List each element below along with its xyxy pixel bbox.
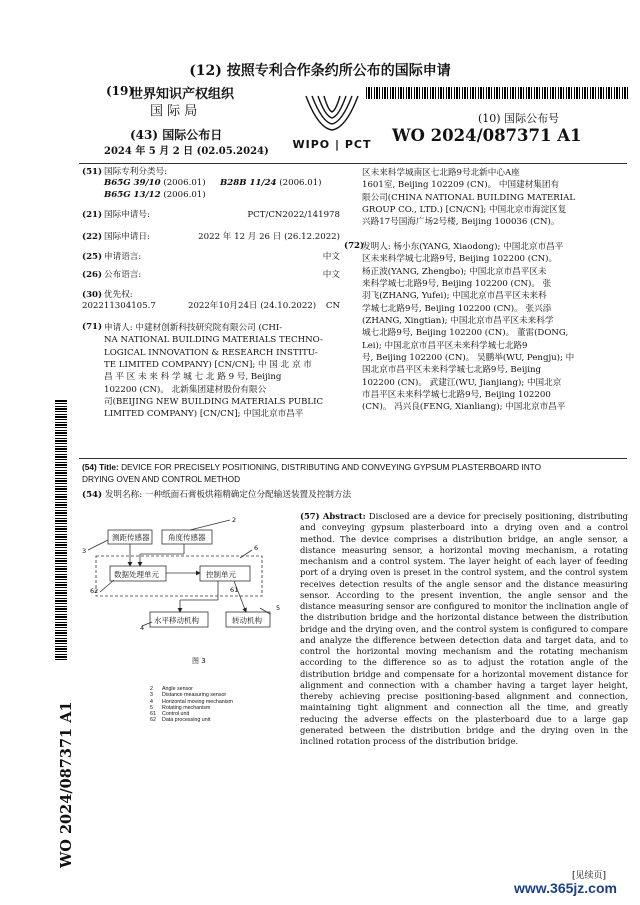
continued-note: [见续页] [572,871,607,881]
label-control-unit: 控制单元 [206,570,236,579]
legend-number: 5 [150,704,153,711]
pub-date-label: (43) 国际公布日 [130,128,223,142]
inventor-line: 杨正波(YANG, Zhengbo); 中国北京市昌平区未 [362,266,547,277]
label-rotating-mech: 转动机构 [232,616,262,625]
inventor-line: 市昌平区未来科学城七北路9号, Beijing 102200 [362,390,551,401]
legend-text: Angle sensor [162,686,193,692]
label-distance-sensor: 测距传感器 [112,533,150,542]
applicant-line: LOGICAL INNOVATION & RESEARCH INSTITU- [104,347,318,358]
legend-text: Data processing unit [162,717,211,724]
figure-caption: 图 3 [192,657,206,665]
figure-legend [150,686,233,724]
org-code: (19) [106,84,135,98]
inventor-line: (CN)。 冯兴良(FENG, Xianliang); 中国北京市昌平 [362,402,566,413]
barcode-side [55,400,67,660]
callout-61: 61 [230,586,239,594]
applicant-continuation-line: 限公司(CHINA NATIONAL BUILDING MATERIAL [362,192,576,203]
inventor-line: 国北京市昌平区未来科学城七北路9号, Beijing [362,365,542,376]
applicant-line: 昌 平 区 未 来 科 学 城 七 北 路 9 号, Beijing [104,372,282,383]
applicant-line: LIMITED COMPANY) [CN/CN]; 中国北京市昌平 [104,409,304,420]
inventor-line: 号, Beijing 102200 (CN)。 吴鹏举(WU, Pengju); 中 [362,353,575,364]
title-divider [79,458,627,459]
inventor-line: 城七北路9号, Beijing 102200 (CN)。 董雷(DONG, [362,328,569,339]
invention-title-en: (54) Title: DEVICE FOR PRECISELY POSITIONING, DISTRIBUTING AND CONVEYING GYPSUM PLASTERBOARD INTO DRYING OVEN AND CONTROL METHOD [82,462,542,484]
legend-number: 3 [150,692,153,699]
callout-62: 62 [90,587,99,595]
document-title: (12) 按照专利合作条约所公布的国际申请 [189,63,451,79]
side-pub-number: WO 2024/087371 A1 [58,701,75,868]
label-horizontal-mech: 水平移动机构 [154,616,199,625]
legend-item [150,717,233,723]
applicant-line: 申请人: 中建材创新科技研究院有限公司 (CHI- [104,323,283,333]
pub-number: WO 2024/087371 A1 [392,126,582,145]
inventor-line: 来科学城七北路9号, Beijing 102200 (CN)。 张 [362,279,552,290]
abstract: (57) Abstract: Disclosed are a device for precisely positioning, distributing and conveying gypsum plasterboard into a drying oven and a control method. The device comprises a distribution bridge, an angle sensor, a distance measuring sensor, a horizontal moving mechanism, a rotating mechanism and a control system. The layer height of each layer of feeding port of a drying oven is preset in the control system, and the control system receives detection results of the angle sensor and the distance measuring sensor. According to the present invention, the angle sensor and the distance measuring sensor are configured to monitor the inclination angle of the distribution bridge and the horizontal distance between the distribution bridge and the drying oven, and the control system is configured to compare and analyze the difference between detection data and target data, and to control the horizontal moving mechanism and the rotating mechanism according to the difference so as to adjust the rotation angle of the distribution bridge and compensate for a horizontal movement distance for alignment and connection with a chamber having a target layer height, thereby achieving precise positioning-based alignment and connection, maintaining tight alignment and connection all the time, and greatly reducing the adverse effects on the plasterboard due to a large gap generated between the distribution bridge and the drying oven in the inclined rotation process of the distribution bridge. [300,511,628,746]
legend-number: 4 [150,698,153,705]
inventor-line: Lei); 中国北京市昌平区未来科学城七北路9 [362,340,528,351]
pub-no-label: (10) 国际公布号 [478,112,560,125]
inventor-line: 102200 (CN)。 武建江(WU, Jianjiang); 中国北京 [362,377,562,388]
org-bureau: 国 际 局 [150,104,198,119]
invention-title-zh: (54) 发明名称: 一种纸面石膏板烘箱精确定位分配输送装置及控制方法 [82,490,352,500]
barcode-top [366,87,628,99]
applicant-continuation-line: 兴路17号国海广场2号楼, Beijing 100036 (CN)。 [362,217,560,228]
legend-number: 2 [150,686,153,692]
inventor-line: 学城七北路9号, Beijing 102200 (CN)。 张兴添 [362,303,552,314]
legend-text: Control unit [162,711,190,718]
applicant-continuation [362,167,626,228]
callout-3: 3 [82,547,87,555]
field-ipc: (51) 国际专利分类号: B65G 39/10 (2006.01) B28B 11/24 (2006.01) B65G 13/12 (2006.01) [82,167,322,200]
applicant-line: 102200 (CN)。 北新集团建材股份有限公 [104,384,267,395]
applicant-line: TE LIMITED COMPANY) [CN/CN]; 中 国 北 京 市 [104,360,312,371]
legend-text: Distance measuring sensor [162,692,227,699]
callout-6: 6 [254,544,259,552]
legend-number: 61 [150,711,156,718]
watermark: www.365jz.com [514,880,617,896]
legend-number: 62 [150,717,156,724]
inventor-line: 羽飞(ZHANG, Yufei); 中国北京市昌平区未来科 [362,291,547,302]
inventor-line: 区未来科学城七北路9号, Beijing 102200 (CN)。 [362,254,558,265]
applicant-continuation-line: GROUP CO., LTD.) [CN/CN]; 中国北京市海淀区复 [362,204,567,215]
wipo-logo-text: WIPO | PCT [292,138,372,151]
org-name: 世界知识产权组织 [130,87,235,102]
label-data-processing: 数据处理单元 [114,570,159,579]
pub-date-value: 2024 年 5 月 2 日 (02.05.2024) [104,146,269,157]
callout-4: 4 [140,624,145,632]
callout-2: 2 [232,516,237,524]
header-divider [79,163,627,164]
legend-text: Rotating mechanism [162,704,211,711]
applicant-line: 司(BEIJING NEW BUILDING MATERIALS PUBLIC [104,397,324,408]
legend-text: Horizontal moving mechanism [162,698,233,705]
applicant-line: NA NATIONAL BUILDING MATERIALS TECHNO- [104,335,323,346]
applicant-continuation-line: 区未来科学城南区七北路9号北新中心A座 [362,168,520,178]
label-angle-sensor: 角度传感器 [168,533,206,542]
wipo-logo [292,90,372,158]
inventor-line: (ZHANG, Xingtian); 中国北京市昌平区未来科学 [362,316,554,327]
callout-5: 5 [276,604,281,612]
applicant-continuation-line: 1601室, Beijing 102209 (CN)。 中国建材集团有 [362,180,560,191]
inventor-line: 发明人: 杨小东(YANG, Xiaodong); 中国北京市昌平 [362,242,564,252]
